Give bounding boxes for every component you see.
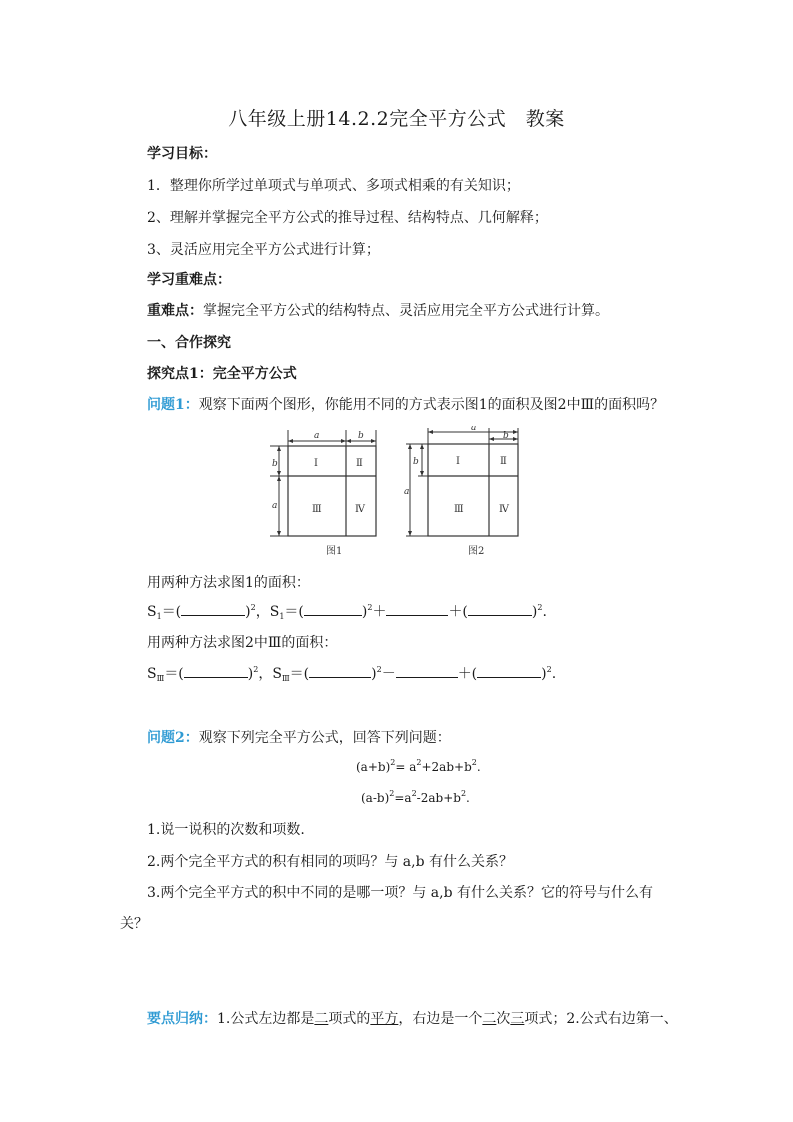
figure-2-prompt: 用两种方法求图2中Ⅲ的面积：: [147, 635, 338, 651]
fig2-caption: 图2: [468, 546, 485, 557]
fig2-region-4: Ⅳ: [499, 504, 509, 515]
fig2-label-a-top: a: [471, 426, 477, 433]
answer-blank[interactable]: [477, 665, 541, 678]
figure-2: [404, 426, 526, 562]
question-item: 1.说一说积的次数和项数.: [147, 822, 305, 838]
fig2-region-1: Ⅰ: [456, 456, 460, 467]
question-item: 3.两个完全平方式的积中不同的是哪一项？与 a,b 有什么关系？它的符号与什么有: [147, 885, 654, 901]
key-points-text: 掌握完全平方公式的结构特点、灵活应用完全平方公式进行计算。: [203, 303, 609, 319]
figure-1: [268, 426, 390, 562]
objectives-heading: 学习目标：: [147, 146, 217, 162]
explore-heading: 探究点1：完全平方公式: [147, 366, 297, 382]
question-2-text: 观察下列完全平方公式，回答下列问题：: [198, 730, 451, 746]
fig1-label-a-left: a: [272, 501, 278, 511]
figure-1-prompt: 用两种方法求图1的面积：: [147, 575, 310, 591]
page-title: 八年级上册14.2.2完全平方公式 教案: [228, 108, 565, 130]
answer-blank[interactable]: [386, 603, 448, 616]
fig1-label-b-left: b: [272, 459, 278, 469]
answer-blank[interactable]: [304, 603, 362, 616]
fig2-label-b-left: b: [413, 457, 419, 467]
s3-symbol: S: [272, 666, 282, 682]
objective-item: 2、理解并掌握完全平方公式的推导过程、结构特点、几何解释；: [147, 210, 548, 226]
formula-diff-square: $(a-b)^2=a^2-2ab+b^2$.: [361, 789, 470, 805]
fig2-region-2: Ⅱ: [500, 456, 507, 467]
question-2-label: 问题2：: [147, 730, 199, 746]
answer-blank[interactable]: [184, 665, 248, 678]
section-heading: 一、合作探究: [147, 335, 231, 351]
key-points-line: [147, 301, 609, 321]
fig1-label-b-top: b: [358, 431, 364, 441]
fig1-region-2: Ⅱ: [356, 458, 363, 469]
s1-symbol: S: [147, 604, 157, 620]
figure-1-formula: $S_1=$( )$^2$，$S_1=$( )$^2$＋ ＋( )$^2$.: [147, 603, 547, 621]
question-item-continued: 关？: [120, 916, 148, 932]
formula-sum-square: $(a+b)^2= a^2+2ab+b^2$.: [356, 758, 481, 774]
fig1-region-3: Ⅲ: [312, 504, 322, 515]
summary-label: 要点归纳：: [147, 1011, 217, 1027]
objective-item: 1．整理你所学过单项式与单项式、多项式相乘的有关知识；: [147, 178, 520, 194]
question-1: [147, 395, 664, 415]
fig2-label-b-top: b: [503, 431, 509, 441]
fig1-region-1: Ⅰ: [314, 458, 318, 469]
figure-2-formula: $S_Ⅲ=$( )$^2$，$S_Ⅲ=$( )$^2$－ ＋( )$^2$.: [147, 665, 557, 683]
objective-item: 3、灵活应用完全平方公式进行计算；: [147, 242, 380, 258]
s1-symbol: S: [269, 604, 280, 620]
question-1-text: 观察下面两个图形，你能用不同的方式表示图1的面积及图2中Ⅲ的面积吗？: [198, 397, 665, 413]
key-points-label: 重难点：: [147, 303, 203, 319]
question-1-label: 问题1：: [147, 397, 199, 413]
fig1-caption: 图1: [326, 546, 343, 557]
fig1-label-a-top: a: [314, 431, 320, 441]
answer-blank[interactable]: [181, 603, 245, 616]
summary: 要点归纳：1.公式左边都是二项式的平方，右边是一个二次三项式；2.公式右边第一、: [147, 1011, 678, 1027]
question-2: [147, 728, 451, 748]
fig2-label-a-left: a: [404, 487, 410, 497]
answer-blank[interactable]: [468, 603, 532, 616]
fig1-region-4: Ⅳ: [355, 504, 365, 515]
answer-blank[interactable]: [309, 665, 371, 678]
answer-blank[interactable]: [396, 665, 458, 678]
question-item: 2.两个完全平方式的积有相同的项吗？与 a,b 有什么关系？: [147, 854, 514, 870]
s3-symbol: S: [147, 666, 157, 682]
fig2-region-3: Ⅲ: [454, 504, 464, 515]
key-points-heading: 学习重难点：: [147, 272, 231, 288]
